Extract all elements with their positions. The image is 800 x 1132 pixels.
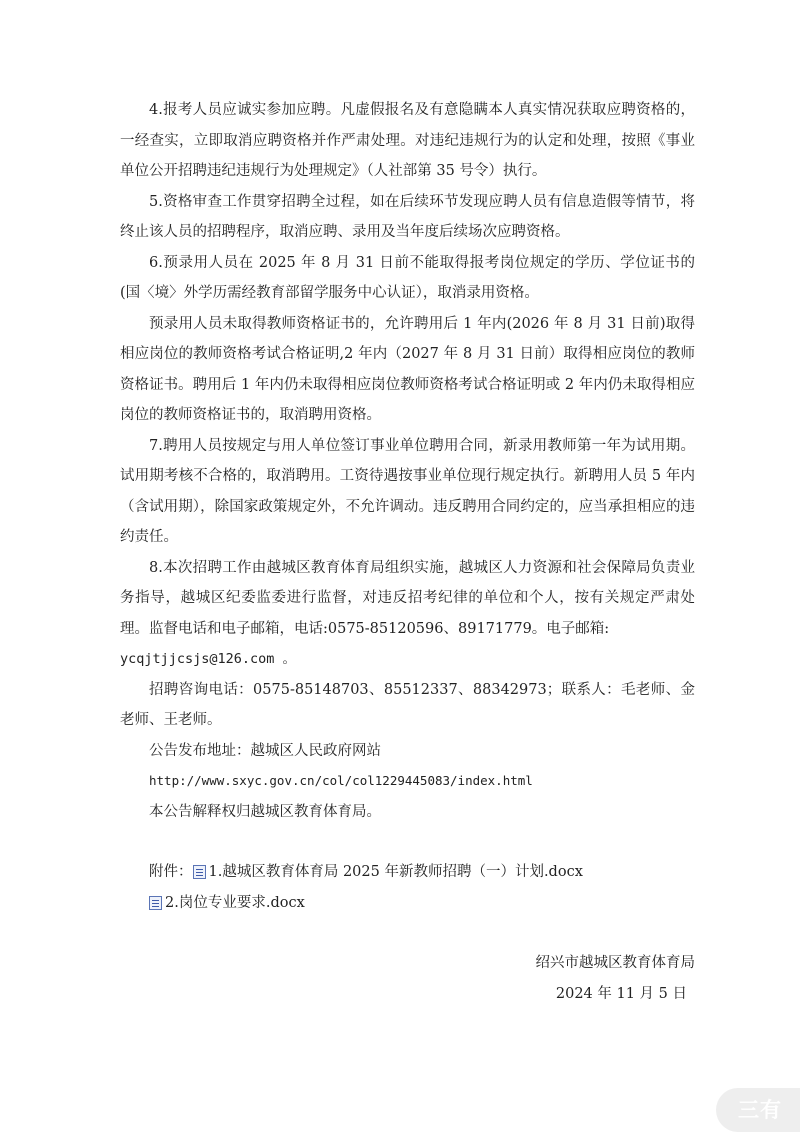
publish-url[interactable]: http://www.sxyc.gov.cn/col/col1229445083/index.html (149, 773, 533, 788)
consult-phone: 招聘咨询电话：0575-85148703、85512337、88342973；联系人：毛老师、金老师、王老师。 (120, 681, 695, 728)
attachment-link-1[interactable]: 1.越城区教育体育局 2025 年新教师招聘（一）计划.docx (208, 864, 583, 880)
paragraph-6: 6.预录用人员在 2025 年 8 月 31 日前不能取得报考岗位规定的学历、学位证书的(国〈境〉外学历需经教育部留学服务中心认证），取消录用资格。 (120, 254, 695, 301)
attachment-row-2 (120, 888, 695, 919)
paragraph-6-teacher-cert: 预录用人员未取得教师资格证书的，允许聘用后 1 年内(2026 年 8 月 31 日前)取得相应岗位的教师资格考试合格证明,2 年内（2027 年 8 月 31 日前）取得相应岗位的教师资格证书。聘用后 1 年内仍未取得相应岗位教师资格考试合格证明或 2 年内仍未取得相应岗位的教师资格证书的，取消聘用资格。 (120, 315, 695, 423)
interpretation-note: 本公告解释权归越城区教育体育局。 (149, 803, 381, 820)
watermark-logo: 三有 (716, 1088, 800, 1132)
spacer (120, 827, 695, 857)
publish-address-label: 公告发布地址：越城区人民政府网站 (149, 742, 381, 759)
paragraph-7: 7.聘用人员按规定与用人单位签订事业单位聘用合同，新录用教师第一年为试用期。试用期考核不合格的，取消聘用。工资待遇按事业单位现行规定执行。新聘用人员 5 年内（含试用期），除国家政策规定外，不允许调动。违反聘用合同约定的，应当承担相应的违约责任。 (120, 437, 695, 545)
attachment-link-2[interactable]: 2.岗位专业要求.docx (165, 894, 305, 911)
word-doc-icon[interactable] (193, 865, 206, 879)
spacer (120, 918, 695, 948)
attachment-row-1 (120, 857, 695, 888)
issue-date: 2024 年 11 月 5 日 (555, 985, 687, 1002)
paragraph-4: 4.报考人员应诚实参加应聘。凡虚假报名及有意隐瞒本人真实情况获取应聘资格的，一经查实，立即取消应聘资格并作严肃处理。对违纪违规行为的认定和处理，按照《事业单位公开招聘违纪违规行为处理规定》（人社部第 35 号令）执行。 (120, 102, 695, 179)
word-doc-icon[interactable] (149, 896, 162, 910)
supervision-email: ycqjtjjcsjs@126.com 。 (120, 651, 297, 667)
issuing-organization: 绍兴市越城区教育体育局 (535, 955, 695, 971)
paragraph-5: 5.资格审查工作贯穿招聘全过程，如在后续环节发现应聘人员有信息造假等情节，将终止该人员的招聘程序，取消应聘、录用及当年度后续场次应聘资格。 (120, 193, 695, 240)
paragraph-8: 8.本次招聘工作由越城区教育体育局组织实施，越城区人力资源和社会保障局负责业务指导，越城区纪委监委进行监督，对违反招考纪律的单位和个人，按有关规定严肃处理。监督电话和电子邮箱，电话:0575-85120596、89171779。电子邮箱: (120, 559, 695, 637)
attachments-label: 附件： (149, 864, 193, 880)
document-body (120, 95, 695, 1009)
